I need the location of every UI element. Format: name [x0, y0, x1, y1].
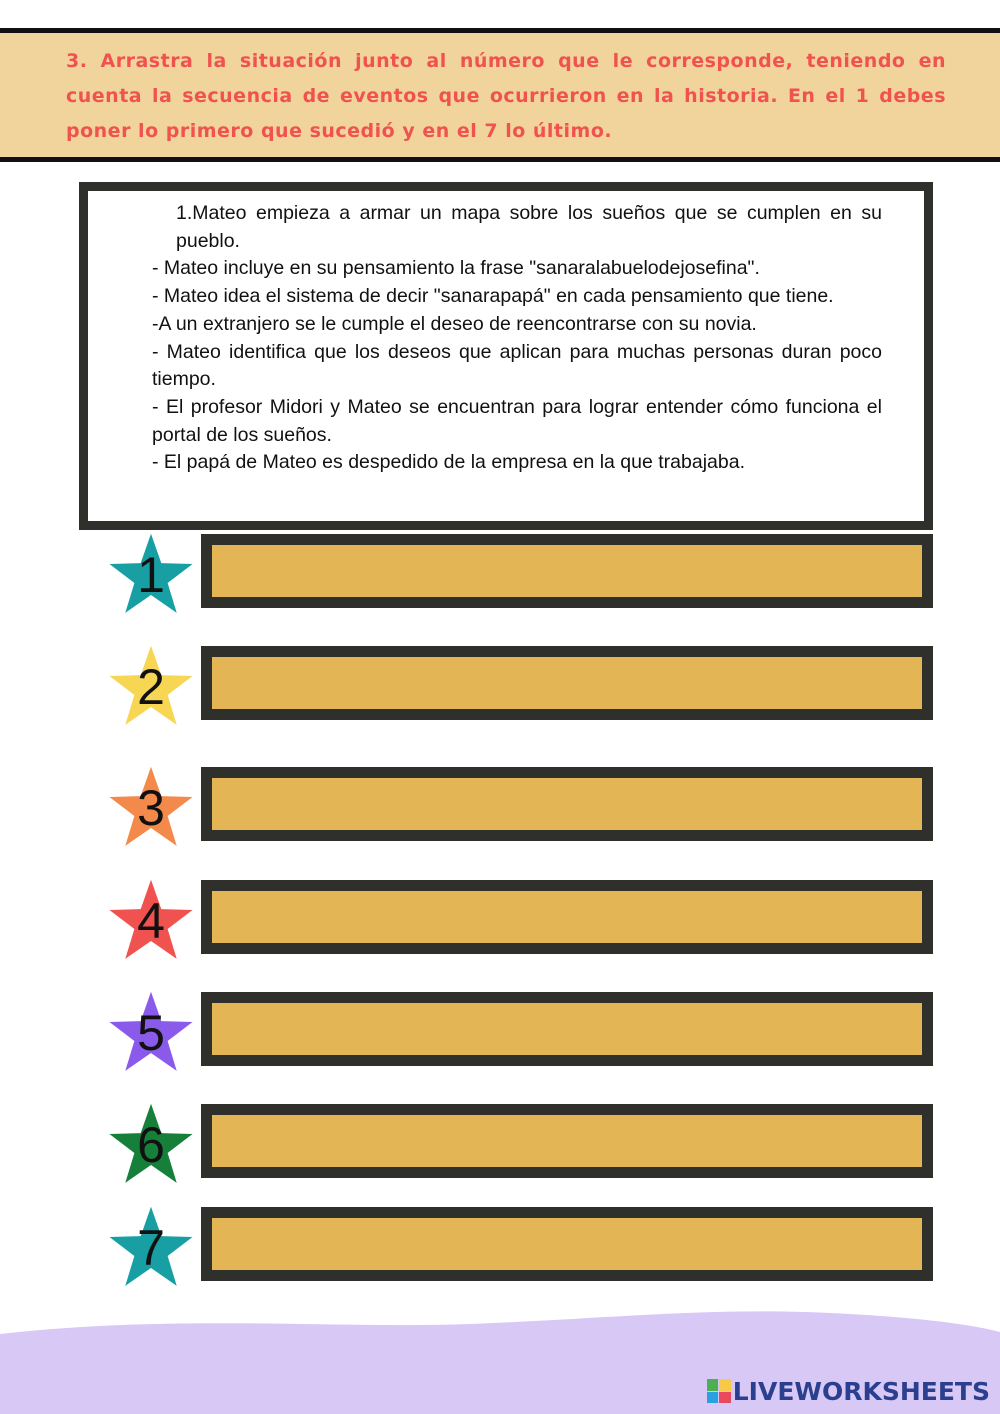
situation-item-5[interactable]: - Mateo identifica que los deseos que aplican para muchas personas duran poco tiempo. [152, 340, 882, 391]
drop-zone-3[interactable] [201, 767, 933, 841]
situation-item-1[interactable]: 1.Mateo empieza a armar un mapa sobre los sueños que se cumplen en su pueblo. [176, 202, 882, 252]
drop-zone-5[interactable] [201, 992, 933, 1066]
slot-row-6 [0, 1102, 1000, 1182]
star-icon [107, 1102, 195, 1186]
situations-list [152, 200, 882, 477]
slot-row-7 [0, 1205, 1000, 1285]
slot-row-3 [0, 765, 1000, 845]
situation-item-4[interactable]: -A un extranjero se le cumple el deseo de reencontrarse con su novia. [152, 312, 757, 335]
slot-row-1 [0, 532, 1000, 612]
slot-number: 1 [137, 547, 165, 603]
slot-number: 3 [137, 780, 165, 836]
situation-item-7[interactable]: - El papá de Mateo es despedido de la empresa en la que trabajaba. [152, 451, 745, 474]
situation-item-3[interactable]: - Mateo idea el sistema de decir "sanarapapá" en cada pensamiento que tiene. [152, 285, 834, 308]
drop-zone-4[interactable] [201, 880, 933, 954]
star-icon [107, 878, 195, 962]
slot-row-4 [0, 878, 1000, 958]
liveworksheets-logo-icon [707, 1379, 731, 1403]
star-icon [107, 532, 195, 616]
drop-zone-7[interactable] [201, 1207, 933, 1281]
star-icon [107, 1205, 195, 1289]
slot-row-5 [0, 990, 1000, 1070]
slot-number: 6 [137, 1117, 165, 1173]
slot-number: 2 [137, 659, 165, 715]
star-icon [107, 765, 195, 849]
instructions-text: 3. Arrastra la situación junto al número que le corresponde, teniendo en cuenta la secuencia de eventos que ocurrieron en la historia. En el 1 debes poner lo primero que sucedió y en el 7 lo último. [66, 50, 946, 142]
logo-text: LIVEWORKSHEETS [732, 1376, 990, 1406]
drop-zone-2[interactable] [201, 646, 933, 720]
slot-number: 4 [137, 893, 165, 949]
situation-item-6[interactable]: - El profesor Midori y Mateo se encuentran para lograr entender cómo funciona el portal de los sueños. [152, 395, 882, 446]
star-icon [107, 644, 195, 728]
slot-number: 5 [137, 1005, 165, 1061]
situation-item-2[interactable]: - Mateo incluye en su pensamiento la frase "sanaralabuelodejosefina". [152, 257, 760, 280]
drop-zone-1[interactable] [201, 534, 933, 608]
slot-number: 7 [137, 1220, 165, 1276]
star-icon [107, 990, 195, 1074]
slot-row-2 [0, 644, 1000, 724]
drop-zone-6[interactable] [201, 1104, 933, 1178]
liveworksheets-logo[interactable] [707, 1376, 990, 1406]
